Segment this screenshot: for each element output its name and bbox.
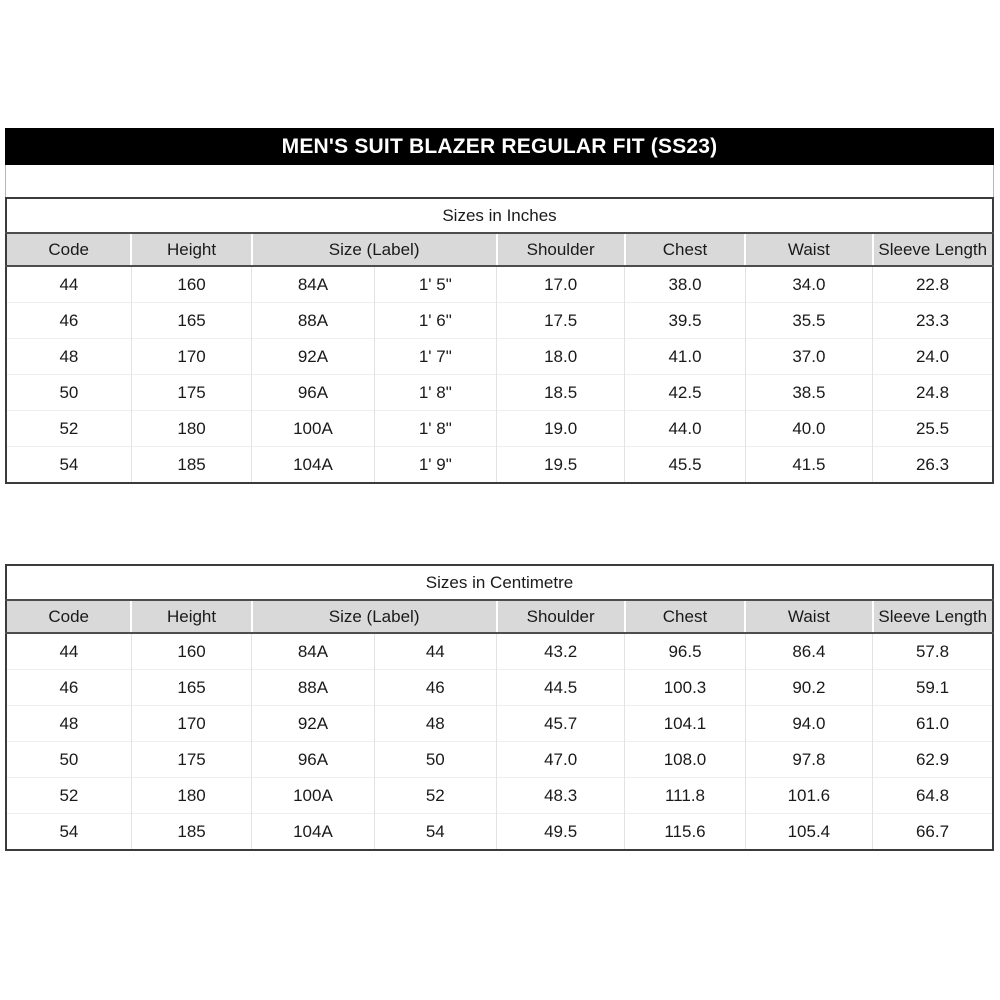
table-cell: 104.1 <box>625 706 745 742</box>
table-title: Sizes in Centimetre <box>6 565 993 600</box>
table-cell: 18.5 <box>497 375 625 411</box>
table-cell: 22.8 <box>873 266 993 303</box>
table-cell: 100A <box>252 411 374 447</box>
table-cell: 185 <box>131 814 251 851</box>
table-cell: 59.1 <box>873 670 993 706</box>
table-row <box>6 375 993 411</box>
table-cell: 92A <box>252 339 374 375</box>
table-sizes-inches <box>5 197 994 484</box>
column-header: Size (Label) <box>252 233 497 266</box>
table-cell: 88A <box>252 303 374 339</box>
column-header: Waist <box>745 233 872 266</box>
table-body <box>6 266 993 483</box>
table-title-row <box>6 198 993 233</box>
table-cell: 50 <box>6 375 131 411</box>
table-cell: 24.8 <box>873 375 993 411</box>
table-cell: 50 <box>6 742 131 778</box>
table-cell: 111.8 <box>625 778 745 814</box>
table-row <box>6 339 993 375</box>
table-cell: 42.5 <box>625 375 745 411</box>
table-cell: 84A <box>252 266 374 303</box>
table-cell: 48.3 <box>497 778 625 814</box>
table-cell: 25.5 <box>873 411 993 447</box>
table-cell: 1' 6" <box>374 303 496 339</box>
table-cell: 46 <box>6 303 131 339</box>
table-cell: 104A <box>252 447 374 484</box>
table-cell: 94.0 <box>745 706 872 742</box>
table-cell: 1' 8" <box>374 375 496 411</box>
table-row <box>6 814 993 851</box>
table-cell: 52 <box>6 411 131 447</box>
table-sizes-centimetre <box>5 564 994 851</box>
table-cell: 170 <box>131 706 251 742</box>
table-cell: 48 <box>6 339 131 375</box>
table-cell: 40.0 <box>745 411 872 447</box>
table-cell: 90.2 <box>745 670 872 706</box>
table-cell: 165 <box>131 303 251 339</box>
table-cell: 44.5 <box>497 670 625 706</box>
table-cell: 34.0 <box>745 266 872 303</box>
table-cell: 88A <box>252 670 374 706</box>
table-cell: 54 <box>6 447 131 484</box>
table-row <box>6 303 993 339</box>
table-row <box>6 706 993 742</box>
table-cell: 17.0 <box>497 266 625 303</box>
column-header: Waist <box>745 600 872 633</box>
column-header: Size (Label) <box>252 600 497 633</box>
table-cell: 62.9 <box>873 742 993 778</box>
banner-title: MEN'S SUIT BLAZER REGULAR FIT (SS23) <box>5 128 994 165</box>
table-cell: 1' 8" <box>374 411 496 447</box>
table-cell: 100.3 <box>625 670 745 706</box>
spacer-between-tables <box>0 484 1000 564</box>
table-cell: 160 <box>131 266 251 303</box>
table-cell: 165 <box>131 670 251 706</box>
column-header: Chest <box>625 600 745 633</box>
table-cell: 43.2 <box>497 633 625 670</box>
table-row <box>6 266 993 303</box>
header-row <box>6 600 993 633</box>
table-cell: 17.5 <box>497 303 625 339</box>
table-cell: 46 <box>6 670 131 706</box>
table-cell: 185 <box>131 447 251 484</box>
table-cell: 38.5 <box>745 375 872 411</box>
table-cell: 52 <box>374 778 496 814</box>
table-cell: 96A <box>252 375 374 411</box>
table-cell: 50 <box>374 742 496 778</box>
table-cell: 96.5 <box>625 633 745 670</box>
table-cell: 24.0 <box>873 339 993 375</box>
table-row <box>6 411 993 447</box>
table-cell: 1' 9" <box>374 447 496 484</box>
table-cell: 19.5 <box>497 447 625 484</box>
table-cell: 160 <box>131 633 251 670</box>
table-cell: 41.5 <box>745 447 872 484</box>
column-header: Height <box>131 600 251 633</box>
table-cell: 45.7 <box>497 706 625 742</box>
header-row <box>6 233 993 266</box>
table-cell: 19.0 <box>497 411 625 447</box>
table-cell: 54 <box>374 814 496 851</box>
table-cell: 57.8 <box>873 633 993 670</box>
table-cell: 44 <box>6 633 131 670</box>
column-header: Sleeve Length <box>873 233 993 266</box>
column-header: Code <box>6 600 131 633</box>
table-cell: 180 <box>131 411 251 447</box>
table-row <box>6 742 993 778</box>
table-cell: 105.4 <box>745 814 872 851</box>
table-cell: 101.6 <box>745 778 872 814</box>
table-cell: 100A <box>252 778 374 814</box>
table-cell: 84A <box>252 633 374 670</box>
column-header: Shoulder <box>497 600 625 633</box>
table-cell: 48 <box>374 706 496 742</box>
table-cell: 1' 7" <box>374 339 496 375</box>
table-title: Sizes in Inches <box>6 198 993 233</box>
table-cell: 26.3 <box>873 447 993 484</box>
table-cell: 92A <box>252 706 374 742</box>
table-cell: 49.5 <box>497 814 625 851</box>
table-body <box>6 633 993 850</box>
column-header: Shoulder <box>497 233 625 266</box>
table-cell: 52 <box>6 778 131 814</box>
table-cell: 170 <box>131 339 251 375</box>
table-cell: 35.5 <box>745 303 872 339</box>
table-cell: 180 <box>131 778 251 814</box>
table-cell: 46 <box>374 670 496 706</box>
table-cell: 115.6 <box>625 814 745 851</box>
table-cell: 175 <box>131 375 251 411</box>
table-cell: 64.8 <box>873 778 993 814</box>
table-cell: 175 <box>131 742 251 778</box>
table-cell: 38.0 <box>625 266 745 303</box>
table-cell: 47.0 <box>497 742 625 778</box>
table-cell: 48 <box>6 706 131 742</box>
table-row <box>6 778 993 814</box>
table-cell: 37.0 <box>745 339 872 375</box>
table-cell: 66.7 <box>873 814 993 851</box>
column-header: Chest <box>625 233 745 266</box>
table-cell: 61.0 <box>873 706 993 742</box>
table-title-row <box>6 565 993 600</box>
sizes-inches-table <box>5 197 994 484</box>
table-row <box>6 447 993 484</box>
table-cell: 23.3 <box>873 303 993 339</box>
table-cell: 39.5 <box>625 303 745 339</box>
column-header: Height <box>131 233 251 266</box>
table-cell: 45.5 <box>625 447 745 484</box>
table-cell: 96A <box>252 742 374 778</box>
table-cell: 44 <box>374 633 496 670</box>
column-header: Sleeve Length <box>873 600 993 633</box>
table-row <box>6 633 993 670</box>
table-cell: 18.0 <box>497 339 625 375</box>
table-cell: 44.0 <box>625 411 745 447</box>
table-cell: 86.4 <box>745 633 872 670</box>
sizes-centimetre-table <box>5 564 994 851</box>
table-cell: 108.0 <box>625 742 745 778</box>
table-cell: 104A <box>252 814 374 851</box>
spacer-below-banner <box>5 165 994 197</box>
table-cell: 44 <box>6 266 131 303</box>
column-header: Code <box>6 233 131 266</box>
table-cell: 54 <box>6 814 131 851</box>
table-cell: 97.8 <box>745 742 872 778</box>
table-row <box>6 670 993 706</box>
table-cell: 1' 5" <box>374 266 496 303</box>
table-cell: 41.0 <box>625 339 745 375</box>
